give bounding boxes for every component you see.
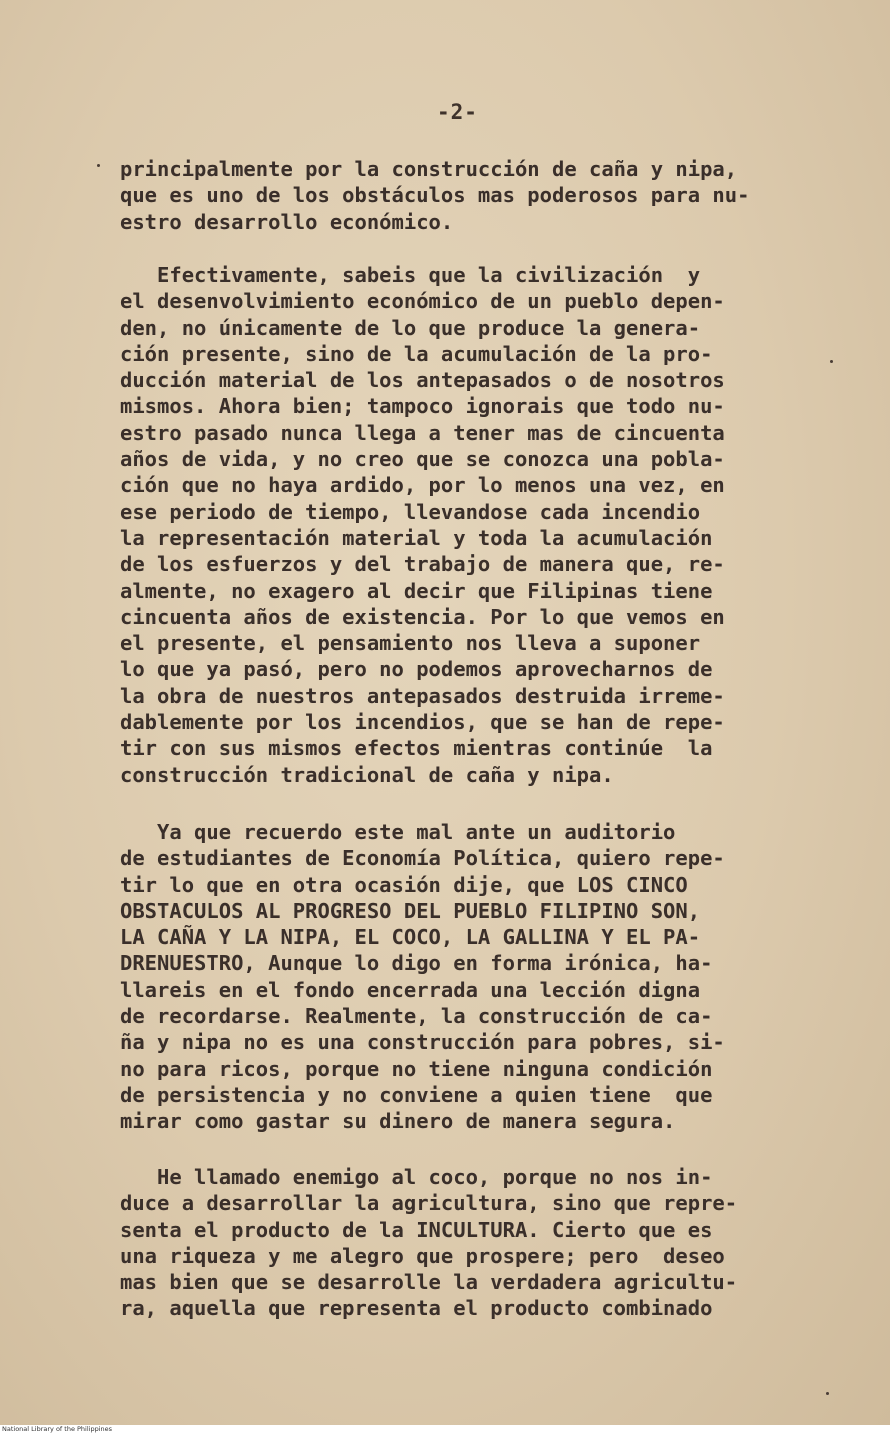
paragraph-2: Efectivamente, sabeis que la civilización y el desenvolvimiento económico de un pueblo depen- den, no únicamente de lo que produce la genera- ción presente, sino de la acumulación de la pro- ducción material de los antepasados o de nosotros mismos. Ahora bien; tampoco ignorais que todo nu- estro pasado nunca llega a tener mas de cincuenta años de vida, y no creo que se conozca una pobla- ción que no haya ardido, por lo menos una vez, en ese periodo de tiempo, llevandose cada incendio la representación material y toda la acumulación de los esfuerzos y del trabajo de manera que, re- almente, no exagero al decir que Filipinas tiene cincuenta años de existencia. Por lo que vemos en el presente, el pensamiento nos lleva a suponer lo que ya pasó, pero no podemos aprovecharnos de la obra de nuestros antepasados destruida irreme- dablemente por los incendios, que se han de repe- tir con sus mismos efectos mientras continúe la construcción tradicional de caña y nipa. — [120, 263, 725, 787]
paragraph-1: principalmente por la construcción de caña y nipa, que es uno de los obstáculos mas poderosos para nu- estro desarrollo económico. — [120, 157, 750, 234]
paragraph-4: He llamado enemigo al coco, porque no nos in- duce a desarrollar la agricultura, sino que repre- senta el producto de la INCULTURA. Cierto que es una riqueza y me alegro que prospere; pero deseo mas bien que se desarrolle la verdadera agricultu- ra, aquella que representa el producto combinado — [120, 1165, 738, 1321]
paper-speck — [830, 360, 833, 363]
page-number: -2- — [437, 100, 478, 124]
paper-speck — [97, 164, 100, 167]
paper-speck — [826, 1392, 829, 1395]
paragraph-3: Ya que recuerdo este mal ante un auditorio de estudiantes de Economía Política, quiero repe- tir lo que en otra ocasión dije, que LOS CINCO OBSTACULOS AL PROGRESO DEL PUEBLO FILIPINO SON, LA CAÑA Y LA NIPA, EL COCO, LA GALLINA Y EL PA- DRENUESTRO, Aunque lo digo en forma irónica, ha- llareis en el fondo encerrada una lección digna de recordarse. Realmente, la construcción de ca- ña y nipa no es una construcción para pobres, si- no para ricos, porque no tiene ninguna condición de persistencia y no conviene a quien tiene que mirar como gastar su dinero de manera segura. — [120, 820, 725, 1134]
footer-bar — [0, 1425, 890, 1433]
footer-credit: National Library of the Philippines — [2, 1425, 113, 1433]
